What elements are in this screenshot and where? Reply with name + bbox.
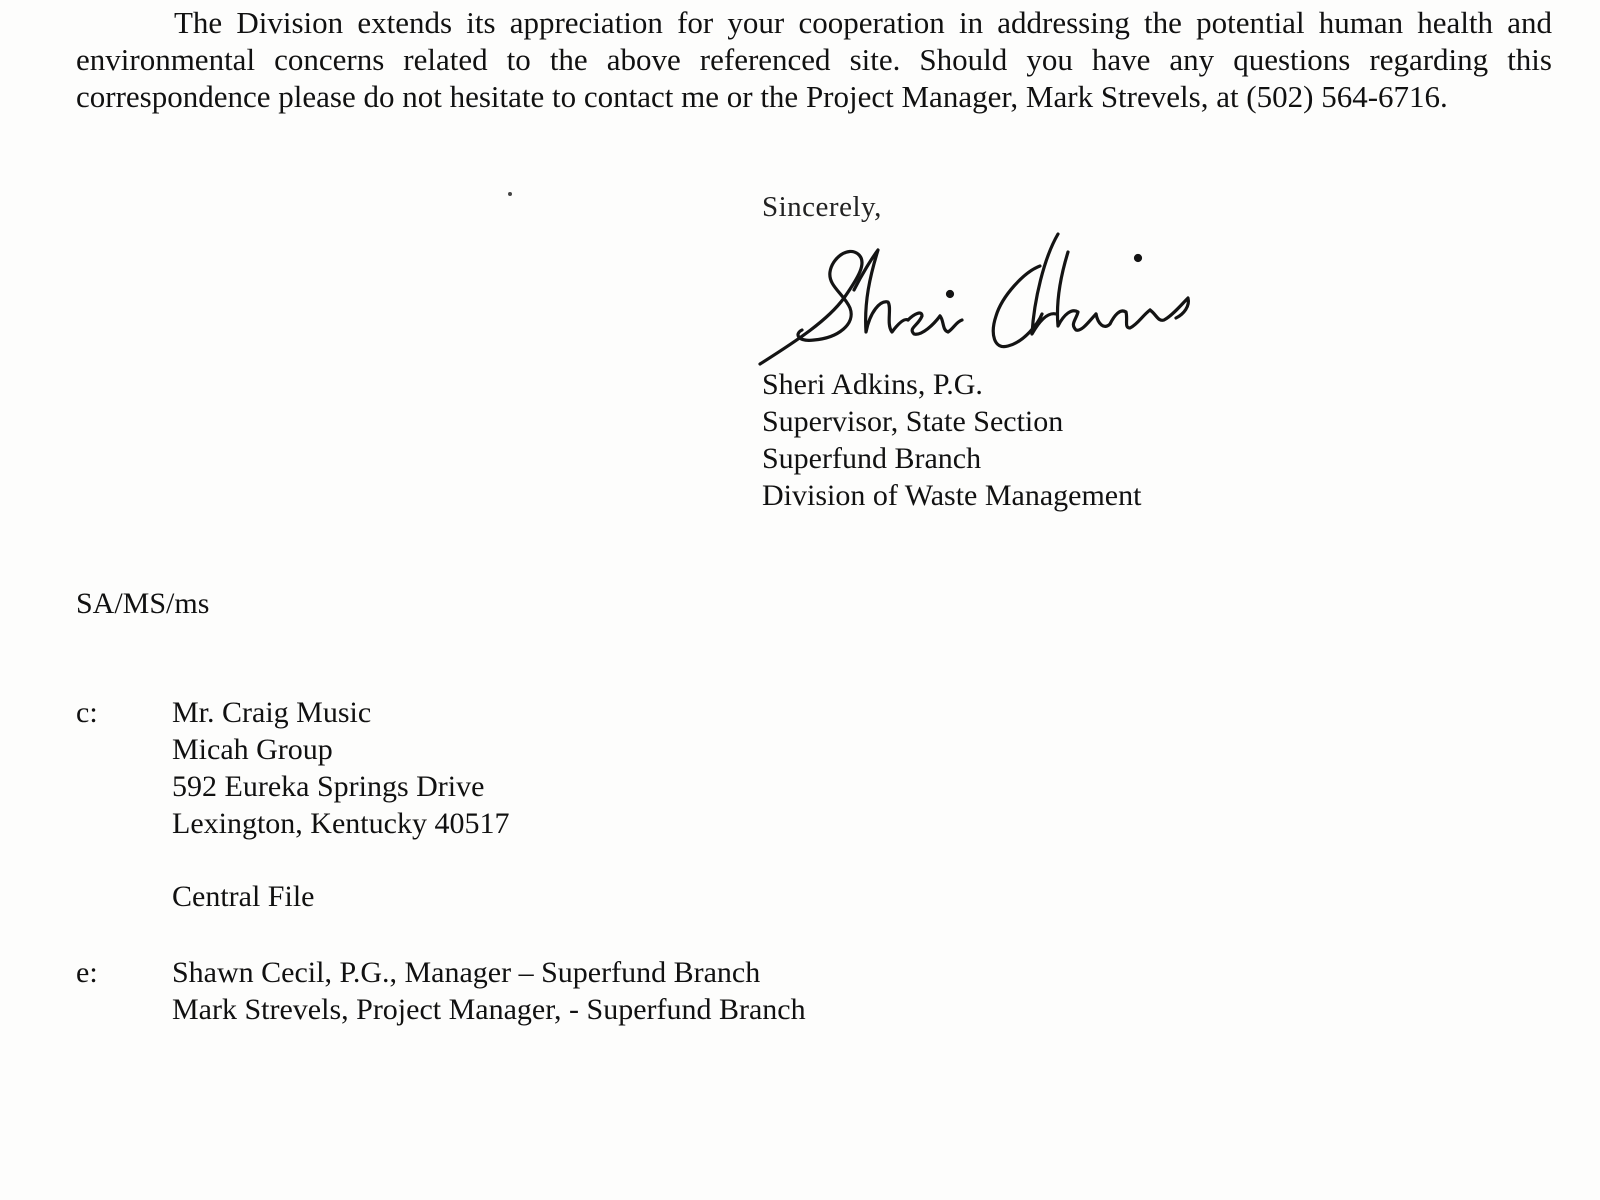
cc-central-file: Central File — [172, 880, 315, 913]
signer-division: Division of Waste Management — [762, 479, 1142, 512]
cc-recipient-company: Micah Group — [172, 733, 333, 766]
scan-speck — [508, 192, 512, 196]
signer-name: Sheri Adkins, P.G. — [762, 368, 983, 401]
signer-title: Supervisor, State Section — [762, 405, 1064, 438]
cc-recipient-name: Mr. Craig Music — [172, 696, 372, 729]
email-recipients — [172, 954, 806, 1028]
email-recipient-1: Shawn Cecil, P.G., Manager – Superfund Branch — [172, 956, 761, 989]
cc-recipient-street: 592 Eureka Springs Drive — [172, 770, 485, 803]
signer-details — [762, 366, 1141, 514]
signer-branch: Superfund Branch — [762, 442, 982, 475]
complimentary-close: Sincerely, — [762, 191, 882, 223]
cc-recipient — [172, 694, 509, 842]
cc-label: c: — [76, 696, 98, 729]
signature-block — [762, 190, 1322, 512]
email-label: e: — [76, 956, 98, 989]
handwritten-signature — [758, 228, 1208, 368]
email-recipient-2: Mark Strevels, Project Manager, - Superfund Branch — [172, 993, 806, 1026]
reference-initials: SA/MS/ms — [76, 587, 210, 620]
cc-recipient-city: Lexington, Kentucky 40517 — [172, 807, 510, 840]
closing-paragraph: The Division extends its appreciation for your cooperation in addressing the potential human health and environmental concerns related to the above referenced site. Should you have any questions regarding this correspondence please do not hesitate to contact me or the Project Manager, Mark Strevels, at (502) 564-6716. — [76, 5, 1552, 114]
